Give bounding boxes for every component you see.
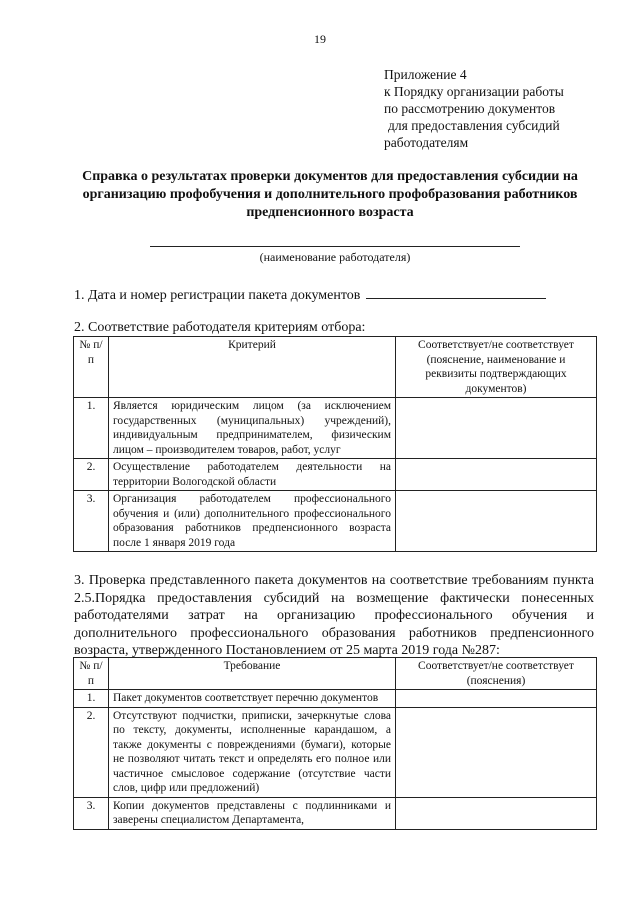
appendix-block bbox=[384, 66, 564, 151]
row-number: 2. bbox=[74, 459, 109, 491]
employer-name-caption: (наименование работодателя) bbox=[259, 250, 411, 264]
criteria-table bbox=[73, 336, 597, 552]
row-status-cell bbox=[396, 398, 597, 459]
appendix-line: к Порядку организации работы bbox=[384, 84, 564, 99]
col-status-header: Соответствует/не соответствует (пояснение, наименование и реквизиты подтверждающих документов) bbox=[396, 337, 597, 398]
table-header-row bbox=[74, 658, 597, 690]
table-header-row bbox=[74, 337, 597, 398]
registration-blank-line bbox=[366, 286, 546, 299]
table-row bbox=[74, 491, 597, 552]
row-number: 3. bbox=[74, 491, 109, 552]
table-row bbox=[74, 707, 597, 797]
row-requirement: Копии документов представлены с подлинниками и заверены специалистом Департамента, bbox=[109, 797, 396, 829]
col-criterion-header: Критерий bbox=[109, 337, 396, 398]
row-number: 1. bbox=[74, 690, 109, 708]
appendix-line: по рассмотрению документов bbox=[384, 101, 556, 116]
appendix-line: для предоставления субсидий bbox=[388, 118, 560, 133]
table-row bbox=[74, 459, 597, 491]
employer-name-line bbox=[150, 246, 520, 247]
row-criterion: Организация работодателем профессионального обучения и (или) дополнительного профессионального образования работников предпенсионного возраста после 1 января 2019 года bbox=[109, 491, 396, 552]
requirements-table bbox=[73, 657, 597, 830]
document-title: Справка о результатах проверки документов для предоставления субсидии на организацию профобучения и дополнительного профобразования работников предпенсионного возраста bbox=[82, 169, 578, 220]
row-criterion: Осуществление работодателем деятельности на территории Вологодской области bbox=[109, 459, 396, 491]
row-number: 2. bbox=[74, 707, 109, 797]
row-status-cell bbox=[396, 491, 597, 552]
row-status-cell bbox=[396, 707, 597, 797]
table-row bbox=[74, 690, 597, 708]
row-status-cell bbox=[396, 459, 597, 491]
col-number-header: № п/п bbox=[74, 337, 109, 398]
page-number: 19 bbox=[314, 32, 326, 46]
col-number-header: № п/п bbox=[74, 658, 109, 690]
col-status-header: Соответствует/не соответствует (пояснения) bbox=[396, 658, 597, 690]
row-status-cell bbox=[396, 690, 597, 708]
item-registration bbox=[74, 286, 546, 304]
table-row bbox=[74, 797, 597, 829]
row-requirement: Пакет документов соответствует перечню документов bbox=[109, 690, 396, 708]
item-registration-label: 1. Дата и номер регистрации пакета документов bbox=[74, 288, 361, 303]
item-criteria-label: 2. Соответствие работодателя критериям отбора: bbox=[74, 320, 366, 335]
table-row bbox=[74, 398, 597, 459]
row-requirement: Отсутствуют подчистки, приписки, зачеркнутые слова по тексту, документы, исполненные карандашом, а также документы с повреждениями (бумаги), которые не позволяют читать текст и определять его полное или частичное смысловое содержание (отсутствие части слов, цифр или предложений) bbox=[109, 707, 396, 797]
appendix-line: работодателям bbox=[384, 135, 469, 150]
row-status-cell bbox=[396, 797, 597, 829]
row-number: 3. bbox=[74, 797, 109, 829]
row-number: 1. bbox=[74, 398, 109, 459]
col-requirement-header: Требование bbox=[109, 658, 396, 690]
row-criterion: Является юридическим лицом (за исключением государственных (муниципальных) учреждений), индивидуальным предпринимателем, физическим лицом – производителем товаров, работ, услуг bbox=[109, 398, 396, 459]
appendix-line: Приложение 4 bbox=[384, 67, 467, 82]
item-package-check: 3. Проверка представленного пакета документов на соответствие требованиям пункта 2.5.Порядка предоставления субсидий на возмещение фактически понесенных работодателями затрат на организацию профессионального обучения и дополнительного профессионального образования работников предпенсионного возраста, утвержденного Постановлением от 25 марта 2019 года №287: bbox=[74, 573, 594, 658]
